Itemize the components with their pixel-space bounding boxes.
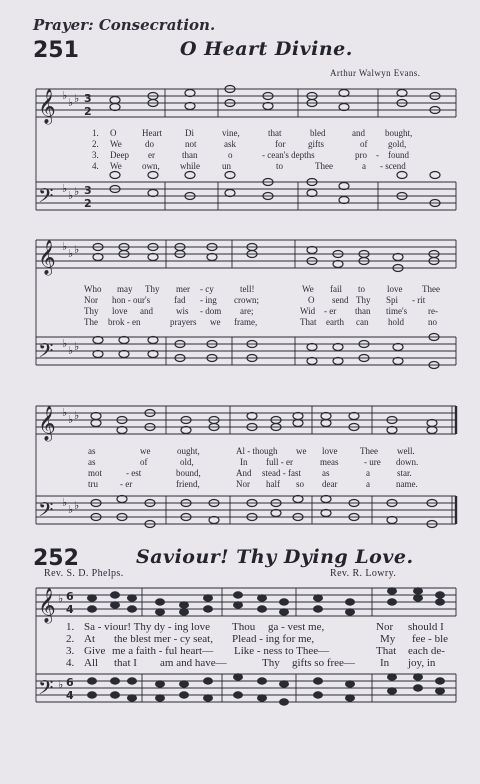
svg-text:𝄞: 𝄞 <box>38 240 56 275</box>
lyric-syllable: fad <box>174 295 186 305</box>
lyric-syllable: o <box>228 150 233 160</box>
lyric-syllable: Thee <box>315 161 333 171</box>
lyric-syllable: All <box>84 657 99 669</box>
lyric-syllable: of <box>140 457 148 467</box>
svg-text:♭: ♭ <box>74 499 80 512</box>
lyric-syllable: as <box>322 468 330 478</box>
svg-text:♭: ♭ <box>62 406 68 419</box>
lyric-syllable: ga - vest me, <box>268 621 325 633</box>
lyric-syllable: 2. <box>66 633 75 645</box>
lyric-syllable: to <box>358 284 366 294</box>
svg-text:𝄢: 𝄢 <box>38 184 54 212</box>
section-heading: Prayer: Consecration. <box>33 16 216 34</box>
lyric-syllable: bound, <box>176 468 201 478</box>
lyric-line <box>0 317 480 347</box>
lyric-syllable: no <box>428 317 437 327</box>
lyric-syllable: - rit <box>412 295 426 305</box>
lyric-syllable: name. <box>396 479 418 489</box>
lyric-syllable: meas <box>320 457 339 467</box>
svg-text:♭: ♭ <box>74 409 80 422</box>
lyric-line <box>0 479 480 509</box>
lyric-syllable: brok - en <box>108 317 141 327</box>
lyric-syllable: of <box>360 139 368 149</box>
lyric-syllable: each de- <box>408 645 445 657</box>
lyric-syllable: At <box>84 633 95 645</box>
lyric-syllable: Who <box>84 284 102 294</box>
lyric-syllable: Wid <box>300 306 316 316</box>
lyric-syllable: Heart <box>142 128 162 138</box>
lyric-syllable: un <box>222 161 231 171</box>
lyric-syllable: as <box>88 457 96 467</box>
lyric-syllable: the blest mer - cy seat, <box>114 633 213 645</box>
lyric-syllable: we <box>140 446 151 456</box>
lyric-syllable: earth <box>326 317 344 327</box>
lyric-syllable: are; <box>240 306 254 316</box>
lyric-syllable: Nor <box>236 479 250 489</box>
lyric-syllable: prayers <box>170 317 197 327</box>
hymn-title: Saviour! Thy Dying Love. <box>136 546 414 568</box>
lyric-syllable: down. <box>396 457 419 467</box>
lyric-syllable: Thy <box>84 306 99 316</box>
lyric-syllable: - er <box>324 306 337 316</box>
lyric-syllable: gifts so free— <box>292 657 355 669</box>
svg-text:6: 6 <box>66 590 74 603</box>
lyric-syllable: star. <box>397 468 412 478</box>
lyric-syllable: Spi <box>386 295 399 305</box>
lyric-syllable: should I <box>408 621 444 633</box>
lyric-syllable: that <box>268 128 282 138</box>
svg-text:4: 4 <box>66 689 74 702</box>
svg-text:♭: ♭ <box>62 240 68 253</box>
lyric-syllable: am and have— <box>160 657 227 669</box>
lyric-syllable: Thy <box>145 284 160 294</box>
lyric-syllable: Thee <box>360 446 378 456</box>
lyric-syllable: My <box>380 633 396 645</box>
lyric-syllable: Thy <box>356 295 371 305</box>
svg-text:𝄢: 𝄢 <box>38 339 54 367</box>
lyric-syllable: Like - ness to Thee— <box>234 645 330 657</box>
lyric-syllable: full - er <box>266 457 293 467</box>
lyric-syllable: than <box>355 306 371 316</box>
lyric-syllable: gifts <box>308 139 325 149</box>
svg-text:♭: ♭ <box>62 496 68 509</box>
lyric-syllable: In <box>240 457 248 467</box>
composer-credit: Rev. R. Lowry. <box>330 568 397 579</box>
lyric-syllable: fail <box>330 284 342 294</box>
lyric-syllable: half <box>266 479 280 489</box>
lyric-syllable: found <box>388 150 409 160</box>
lyric-syllable: stead - fast <box>262 468 301 478</box>
lyric-syllable: friend, <box>176 479 200 489</box>
svg-text:4: 4 <box>66 603 74 616</box>
lyric-line <box>0 657 480 693</box>
lyric-syllable: send <box>332 295 349 305</box>
lyric-syllable: - dom <box>200 306 222 316</box>
lyric-syllable: tru <box>88 479 98 489</box>
lyric-syllable: as <box>88 446 96 456</box>
lyric-syllable: In <box>380 657 390 669</box>
lyric-syllable: a <box>362 161 366 171</box>
lyric-syllable: That <box>376 645 397 657</box>
lyric-syllable: bought, <box>385 128 413 138</box>
lyric-syllable: gold, <box>388 139 407 149</box>
lyric-syllable: and <box>140 306 153 316</box>
lyric-syllable: love <box>322 446 338 456</box>
lyric-syllable: bled <box>310 128 326 138</box>
lyric-syllable: 2. <box>92 139 99 149</box>
lyric-syllable: we <box>296 446 307 456</box>
lyric-syllable: - cy <box>200 284 214 294</box>
lyric-syllable: wis <box>176 306 189 316</box>
svg-text:6: 6 <box>66 676 74 689</box>
lyric-syllable: can <box>356 317 369 327</box>
lyric-syllable: mer <box>176 284 190 294</box>
svg-text:𝄞: 𝄞 <box>38 89 56 124</box>
lyric-syllable: Sa - viour! Thy dy - ing love <box>84 621 210 633</box>
lyric-syllable: frame, <box>234 317 258 327</box>
lyric-syllable: 4. <box>66 657 75 669</box>
lyric-syllable: not <box>185 139 197 149</box>
lyric-syllable: love <box>387 284 403 294</box>
lyric-syllable: Plead - ing for me, <box>232 633 315 645</box>
lyric-syllable: pro <box>355 150 367 160</box>
lyric-syllable: we <box>210 317 221 327</box>
lyric-syllable: O <box>110 128 117 138</box>
svg-text:♭: ♭ <box>68 413 74 426</box>
svg-text:𝄞: 𝄞 <box>38 588 56 623</box>
hymn-number: 252 <box>33 546 79 571</box>
lyric-syllable: 1. <box>66 621 75 633</box>
svg-text:2: 2 <box>84 197 92 210</box>
lyric-syllable: Thou <box>232 621 256 633</box>
svg-text:𝄢: 𝄢 <box>38 676 54 704</box>
lyric-syllable: well. <box>397 446 415 456</box>
svg-text:♭: ♭ <box>68 247 74 260</box>
lyric-syllable: Al - though <box>236 446 278 456</box>
lyric-syllable: 3. <box>66 645 75 657</box>
svg-text:♭: ♭ <box>74 185 80 198</box>
lyric-syllable: a <box>366 479 370 489</box>
lyric-syllable: old, <box>180 457 194 467</box>
composer-credit: Arthur Walwyn Evans. <box>330 68 421 78</box>
hymn-number: 251 <box>33 38 79 63</box>
lyric-syllable: Nor <box>84 295 98 305</box>
lyric-syllable: may <box>117 284 133 294</box>
lyric-syllable: joy, in <box>408 657 436 669</box>
svg-text:♭: ♭ <box>62 182 68 195</box>
lyric-syllable: time's <box>386 306 408 316</box>
lyric-syllable: than <box>182 150 198 160</box>
lyric-syllable: 4. <box>92 161 99 171</box>
lyric-syllable: me a faith - ful heart— <box>112 645 214 657</box>
lyric-syllable: hon - our's <box>112 295 151 305</box>
lyric-syllable: Nor <box>376 621 394 633</box>
lyric-syllable: We <box>110 161 122 171</box>
lyric-syllable: and <box>352 128 365 138</box>
lyric-syllable: dear <box>322 479 338 489</box>
svg-text:♭: ♭ <box>68 503 74 516</box>
svg-text:3: 3 <box>84 92 92 105</box>
svg-text:♭: ♭ <box>62 89 68 102</box>
lyric-syllable: Give <box>84 645 106 657</box>
lyric-syllable: - cean's depths <box>262 150 315 160</box>
svg-text:𝄞: 𝄞 <box>38 406 56 441</box>
hymn-title: O Heart Divine. <box>180 38 353 60</box>
lyric-syllable: 3. <box>92 150 99 160</box>
lyric-syllable: crown; <box>234 295 259 305</box>
lyric-syllable: hold <box>388 317 405 327</box>
lyric-syllable: O <box>308 295 315 305</box>
svg-text:♭: ♭ <box>58 592 64 605</box>
lyric-syllable: - er <box>120 479 133 489</box>
svg-text:𝄢: 𝄢 <box>38 498 54 526</box>
lyric-syllable: for <box>275 139 286 149</box>
lyric-syllable: 1. <box>92 128 99 138</box>
lyric-syllable: do <box>145 139 154 149</box>
lyric-syllable: own, <box>142 161 160 171</box>
lyric-syllable: fee - ble <box>412 633 449 645</box>
lyric-syllable: vine, <box>222 128 240 138</box>
author-credit: Rev. S. D. Phelps. <box>44 568 124 579</box>
svg-text:2: 2 <box>84 105 92 118</box>
lyric-syllable: love <box>112 306 128 316</box>
svg-text:♭: ♭ <box>68 96 74 109</box>
lyric-syllable: re- <box>428 306 438 316</box>
svg-text:♭: ♭ <box>74 340 80 353</box>
lyric-syllable: And <box>236 468 252 478</box>
lyric-syllable: - ing <box>200 295 217 305</box>
lyric-syllable: Di <box>185 128 194 138</box>
lyric-syllable: a <box>366 468 370 478</box>
svg-text:3: 3 <box>84 184 92 197</box>
lyric-syllable: The <box>84 317 98 327</box>
svg-text:♭: ♭ <box>62 337 68 350</box>
lyric-syllable: ought, <box>177 446 200 456</box>
lyric-syllable: - est <box>126 468 142 478</box>
lyric-syllable: We <box>110 139 122 149</box>
svg-text:♭: ♭ <box>68 344 74 357</box>
lyric-syllable: We <box>302 284 314 294</box>
lyric-syllable: so <box>296 479 305 489</box>
lyric-syllable: er <box>148 150 155 160</box>
lyric-syllable: That <box>300 317 317 327</box>
lyric-syllable: - <box>376 150 379 160</box>
lyric-syllable: ask <box>224 139 236 149</box>
svg-text:♭: ♭ <box>74 243 80 256</box>
lyric-syllable: while <box>180 161 200 171</box>
lyric-syllable: mot <box>88 468 103 478</box>
lyric-syllable: - ure <box>364 457 381 467</box>
lyric-syllable: that I <box>114 657 137 669</box>
lyric-syllable: - scend <box>380 161 406 171</box>
svg-text:♭: ♭ <box>68 189 74 202</box>
lyric-line <box>0 161 480 191</box>
lyric-syllable: to <box>276 161 284 171</box>
lyric-syllable: Thy <box>262 657 280 669</box>
svg-text:♭: ♭ <box>74 92 80 105</box>
lyric-syllable: Deep <box>110 150 129 160</box>
lyric-syllable: tell! <box>240 284 255 294</box>
svg-text:♭: ♭ <box>58 678 64 691</box>
lyric-syllable: Thee <box>422 284 440 294</box>
